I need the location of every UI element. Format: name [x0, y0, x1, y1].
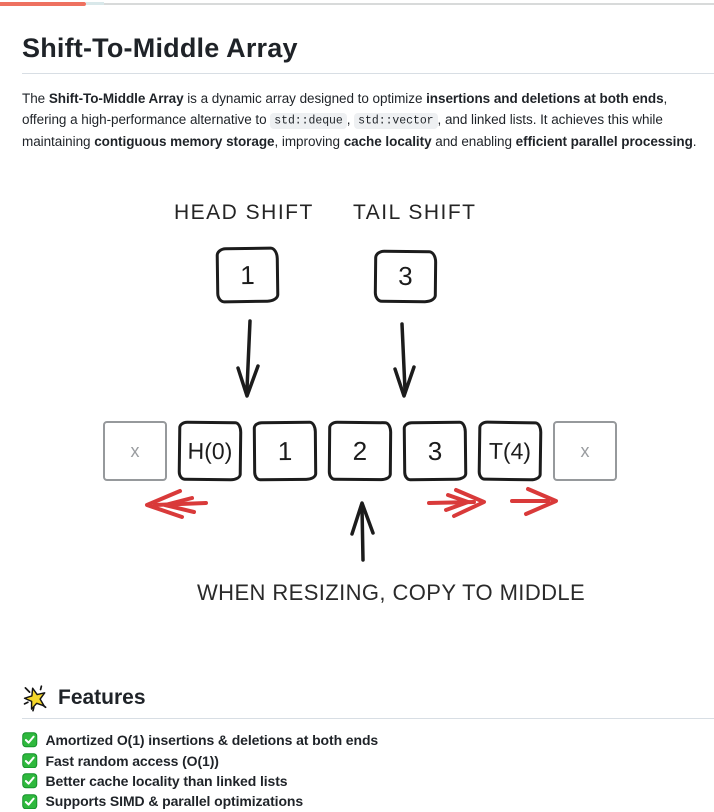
intro-segment-bold: efficient parallel processing	[515, 134, 693, 149]
intro-segment-plain: The	[22, 91, 49, 106]
starburst-icon	[22, 684, 49, 712]
intro-segment-plain: is a dynamic array designed to optimize	[183, 91, 427, 106]
grow-right-arrow-icon	[512, 489, 556, 514]
check-mark-icon	[22, 773, 38, 789]
tail-down-arrow-icon	[395, 324, 414, 396]
feature-item-label: Amortized O(1) insertions & deletions at both ends	[45, 732, 379, 749]
intro-segment-plain: .	[692, 134, 697, 149]
progress-fill	[0, 2, 86, 6]
array-cell-1: 1	[253, 421, 318, 482]
copy-to-middle-up-arrow-icon	[352, 503, 373, 560]
array-cell-H(0): H(0)	[178, 421, 243, 482]
head-down-arrow-icon	[238, 321, 258, 396]
check-mark-icon	[22, 732, 38, 748]
progress-track	[104, 3, 714, 5]
feature-item-label: Better cache locality than linked lists	[45, 772, 288, 789]
check-mark-icon	[22, 794, 38, 810]
intro-segment-plain: , offering a high-performance alternative to	[22, 91, 668, 127]
feature-item-label: Fast random access (O(1))	[45, 752, 219, 769]
head-shift-value: 1	[240, 259, 255, 290]
tail-shift-value-box	[374, 250, 438, 304]
feature-item	[22, 791, 378, 811]
tail-shift-label: TAIL SHIFT	[353, 201, 477, 224]
array-row	[103, 421, 617, 481]
array-cell-ghost: x	[103, 421, 167, 481]
feature-item-label: Supports SIMD & parallel optimizations	[45, 793, 304, 810]
intro-segment-code: std::vector	[354, 113, 437, 129]
intro-segment-bold: cache locality	[343, 134, 432, 149]
progress-accent	[86, 2, 104, 5]
features-divider	[22, 718, 714, 719]
page-title: Shift-To-Middle Array	[22, 33, 714, 74]
tail-shift-value: 3	[398, 260, 413, 292]
feature-item	[22, 750, 378, 770]
intro-segment-plain: and enabling	[431, 134, 516, 149]
array-cell-2: 2	[328, 421, 393, 482]
shift-to-middle-diagram	[0, 190, 714, 620]
features-heading-label: Features	[58, 686, 146, 709]
feature-item	[22, 771, 378, 791]
diagram-arrows	[0, 190, 714, 620]
features-heading	[22, 684, 146, 712]
array-cell-T(4): T(4)	[478, 421, 543, 482]
readme-content	[0, 33, 714, 810]
intro-segment-plain: , and linked lists. It achieves this while maintaining	[22, 111, 663, 149]
feature-item	[22, 730, 378, 750]
head-shift-value-box	[216, 247, 280, 304]
check-mark-icon	[22, 753, 38, 769]
tail-shift-right-arrow-icon	[429, 490, 484, 516]
intro-paragraph	[22, 89, 714, 153]
intro-segment-plain: , improving	[274, 134, 344, 149]
features-list	[22, 730, 378, 812]
head-shift-label: HEAD SHIFT	[174, 201, 314, 224]
array-cell-3: 3	[403, 421, 468, 482]
intro-segment-code: std::deque	[270, 113, 347, 129]
array-cell-ghost: x	[553, 421, 617, 481]
intro-segment-bold: contiguous memory storage	[94, 134, 275, 149]
intro-segment-plain: ,	[346, 111, 355, 127]
intro-segment-bold: Shift-To-Middle Array	[48, 91, 184, 106]
page-progress-bar	[0, 0, 714, 7]
head-shift-left-arrow-icon	[147, 491, 206, 517]
intro-segment-bold: insertions and deletions at both ends	[426, 91, 664, 106]
resize-caption: WHEN RESIZING, COPY TO MIDDLE	[197, 580, 586, 605]
